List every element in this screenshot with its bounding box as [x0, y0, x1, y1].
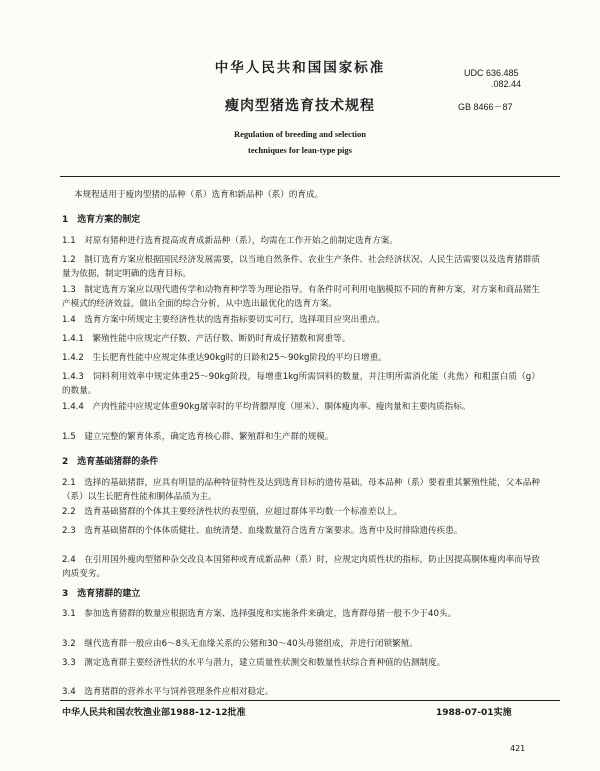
- top-rule: [60, 176, 560, 177]
- english-title: [0, 126, 600, 158]
- english-title-line-1: Regulation of breeding and selection: [233, 129, 367, 139]
- clause-1-1: 1.1 对原有猪种进行选育提高或育成新品种（系），均需在工作开始之前制定选育方案。: [62, 236, 398, 246]
- document-title: 瘦肉型猪选育技术规程: [225, 98, 375, 114]
- clause-1-4: 1.4 选育方案中所规定主要经济性状的选育指标要切实可行，选择项目应突出重点。: [62, 315, 386, 325]
- udc-line-1: UDC 636.485: [464, 68, 519, 78]
- clause-3-4: 3.4 选育猪群的营养水平与饲养管理条件应相对稳定。: [62, 687, 274, 697]
- clause-3-2: 3.2 继代选育群一般应由6～8头无血缘关系的公猪和30～40头母猪组成，并进行闭锁繁殖。: [62, 639, 418, 649]
- clause-1-2: 1.2 制订选育方案应根据国民经济发展需要，以当地自然条件、农业生产条件、社会经济状况、人民生活需要以及选育猪群质量为依据，制定明确的选育目标。: [62, 255, 540, 279]
- bottom-rule: [60, 700, 560, 701]
- clause-1-5: 1.5 建立完整的繁育体系，确定选育核心群、繁殖群和生产群的规模。: [62, 432, 334, 442]
- english-title-line-2: techniques for lean-type pigs: [248, 145, 352, 155]
- intro-paragraph: 本规程适用于瘦肉型猪的品种（系）选育和新品种（系）的育成。: [74, 190, 324, 200]
- standard-title: 中华人民共和国国家标准: [214, 60, 386, 76]
- gb-number: GB 8466－87: [458, 102, 513, 112]
- clause-2-1: 2.1 选择的基础猪群，应具有明显的品种特征特性及达到选育目标的遗传基础。母本品种（系）要着重其繁殖性能，父本品种（系）以生长肥育性能和胴体品质为主。: [62, 478, 540, 502]
- clause-2-3: 2.3 选育基础猪群的个体体质健壮、血统清楚、血缘数量符合选育方案要求。选育中及时排除遗传疾患。: [62, 526, 463, 536]
- clause-1-3: 1.3 制定选育方案应以现代遗传学和动物育种学等为理论指导。有条件时可利用电脑模拟不同的育种方案，对方案和商品猪生产模式的经济效益，做出全面的综合分析，从中选出最优化的选育方案。: [62, 285, 540, 309]
- clause-1-4-1: 1.4.1 繁殖性能中应规定产仔数、产活仔数、断奶时育成仔猪数和窝重等。: [62, 334, 351, 344]
- clause-3-3: 3.3 测定选育群主要经济性状的水平与潜力，建立质量性状测交和数量性状综合育种值的估测制度。: [62, 658, 446, 668]
- section-2-heading: 2 选育基础猪群的条件: [62, 457, 159, 467]
- clause-1-4-4: 1.4.4 产肉性能中应规定体重90kg屠宰时的平均背膘厚度（厘米）、胴体瘦肉率、瘦肉量和主要肉质指标。: [62, 402, 471, 412]
- effective-date: 1988-07-01实施: [436, 708, 512, 718]
- clause-2-2: 2.2 选育基础猪群的个体其主要经济性状的表型值，应超过群体平均数一个标准差以上。: [62, 507, 403, 517]
- approval-statement: 中华人民共和国农牧渔业部1988-12-12批准: [62, 708, 246, 718]
- clause-1-4-2: 1.4.2 生长肥育性能中应规定体重达90kg时的日龄和25～90kg阶段的平均日增重。: [62, 353, 387, 363]
- clause-2-4: 2.4 在引用国外瘦肉型猪种杂交改良本国猪种或育成新品种（系）时，应规定肉质性状的指标，防止因提高胴体瘦肉率而导致肉质变劣。: [62, 555, 540, 579]
- udc-code: [464, 68, 521, 90]
- clause-3-1: 3.1 参加选育猪群的数量应根据选育方案、选择强度和实施条件来确定，选育群母猪一般不少于40头。: [62, 609, 457, 619]
- page-number: 421: [510, 744, 526, 753]
- udc-line-2: .082.44: [491, 79, 522, 89]
- clause-1-4-3: 1.4.3 饲料利用效率中规定体重25～90kg阶段，每增重1kg所需饲料的数量，并注明所需消化能（兆焦）和粗蛋白质（g）的数量。: [62, 372, 540, 396]
- section-3-heading: 3 选育猪群的建立: [62, 589, 141, 599]
- section-1-heading: 1 选育方案的制定: [62, 215, 141, 225]
